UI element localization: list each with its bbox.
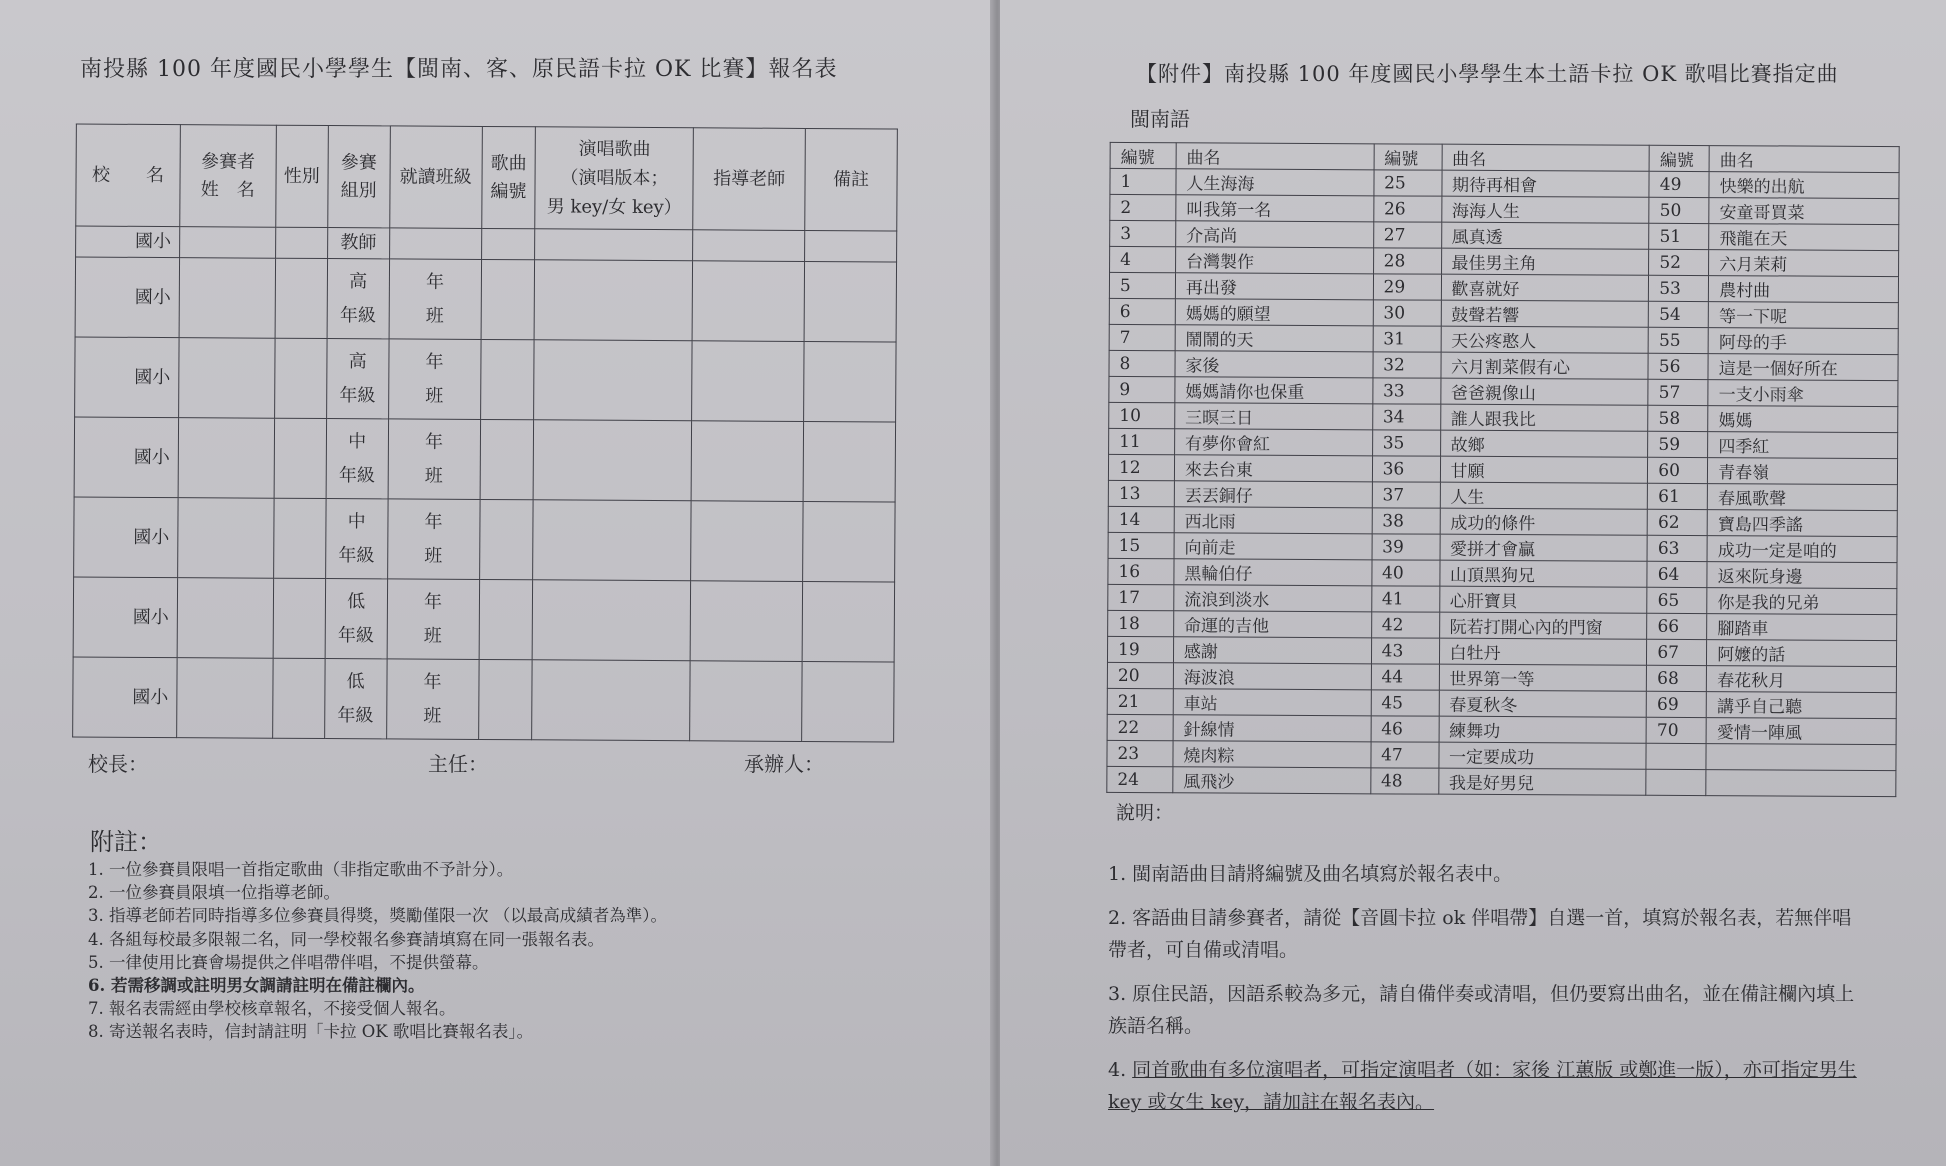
song-number: 14 <box>1108 506 1174 532</box>
remarks-cell[interactable] <box>802 661 894 742</box>
header-gender: 性別 <box>276 125 329 227</box>
remarks-cell[interactable] <box>802 581 894 662</box>
gender-cell[interactable] <box>273 498 325 578</box>
song-number: 28 <box>1373 248 1441 274</box>
song-title: 愛拼才會贏 <box>1440 534 1648 561</box>
remarks-cell[interactable] <box>804 261 896 342</box>
song-number: 39 <box>1372 534 1440 560</box>
song-row <box>1107 740 1896 770</box>
table-row <box>73 657 894 742</box>
note-item: 8. 寄送報名表時，信封請註明「卡拉 OK 歌唱比賽報名表」。 <box>88 1022 534 1042</box>
participant-cell[interactable] <box>177 578 273 659</box>
song-number: 40 <box>1371 560 1439 586</box>
registration-table <box>72 123 898 742</box>
song-title: 人生 <box>1440 482 1648 509</box>
header-name: 曲名 <box>1176 143 1374 170</box>
song-title: 針線情 <box>1173 715 1371 742</box>
gender-cell[interactable] <box>275 258 327 338</box>
song-title: 等一下呢 <box>1708 302 1898 329</box>
group-cell: 高 年級 <box>326 339 388 419</box>
song-row <box>1109 402 1898 432</box>
explanation-item <box>1108 858 1868 890</box>
header-no: 編號 <box>1374 144 1442 170</box>
remarks-cell[interactable] <box>803 501 895 582</box>
school-cell: 國小 <box>75 257 179 338</box>
principal-signature-label: 校長： <box>88 752 148 776</box>
song-title: 鬧鬧的天 <box>1175 325 1373 352</box>
song-row <box>1109 272 1898 302</box>
song-number: 59 <box>1648 431 1708 457</box>
song-row <box>1107 662 1896 692</box>
song-title: 阿母的手 <box>1708 328 1898 355</box>
song-number: 64 <box>1647 561 1707 587</box>
teacher-cell[interactable] <box>692 341 804 422</box>
school-cell: 國小 <box>74 497 178 578</box>
explanation-item <box>1108 978 1868 1042</box>
song-number: 26 <box>1373 196 1441 222</box>
song-title: 海海人生 <box>1441 196 1649 223</box>
song-title <box>1706 744 1896 771</box>
song-row <box>1108 532 1897 562</box>
song-title: 成功的條件 <box>1440 508 1648 535</box>
note-item: 3. 指導老師若同時指導多位參賽員得獎，獎勵僅限一次 （以最高成績者為準）。 <box>88 906 667 926</box>
song-number: 54 <box>1649 301 1709 327</box>
notes-list <box>88 858 667 1044</box>
song-title: 叫我第一名 <box>1176 195 1374 222</box>
song-title: 返來阮身邊 <box>1707 562 1897 589</box>
header-class: 就讀班級 <box>389 126 481 229</box>
song-title: 媽媽的願望 <box>1175 299 1373 326</box>
song-title: 快樂的出航 <box>1709 172 1899 199</box>
header-no: 編號 <box>1649 145 1709 171</box>
header-name: 曲名 <box>1442 144 1650 171</box>
song-title: 燒肉粽 <box>1173 741 1371 768</box>
note-item: 4. 各組每校最多限報二名，同一學校報名參賽請填寫在同一張報名表。 <box>88 929 604 949</box>
song-title: 阮若打開心內的門窗 <box>1439 612 1647 639</box>
song-title: 海波浪 <box>1173 663 1371 690</box>
song-number: 21 <box>1107 688 1173 714</box>
song-no-cell[interactable] <box>479 499 533 579</box>
song-title: 我是好男兒 <box>1438 768 1646 795</box>
song-number: 50 <box>1649 197 1709 223</box>
song-no-cell[interactable] <box>480 339 534 419</box>
participant-cell[interactable] <box>178 498 274 579</box>
participant-cell[interactable] <box>179 258 275 339</box>
header-name: 曲名 <box>1709 146 1899 173</box>
song-row <box>1108 454 1897 484</box>
song-row <box>1110 194 1899 224</box>
song-number: 32 <box>1373 352 1441 378</box>
song-title: 春夏秋冬 <box>1439 690 1647 717</box>
song-number: 30 <box>1373 300 1441 326</box>
header-remarks: 備註 <box>805 128 898 231</box>
song-number: 16 <box>1108 558 1174 584</box>
song-title: 青春嶺 <box>1708 458 1898 485</box>
notes-title: 附註： <box>90 828 162 856</box>
song-number: 6 <box>1109 298 1175 324</box>
song-title: 安童哥買菜 <box>1709 198 1899 225</box>
class-cell: 年 班 <box>388 419 480 500</box>
song-number: 12 <box>1108 454 1174 480</box>
song-number: 36 <box>1372 456 1440 482</box>
song-number: 2 <box>1110 194 1176 220</box>
song-number: 55 <box>1648 327 1708 353</box>
song-number: 5 <box>1109 272 1175 298</box>
table-row <box>76 226 897 262</box>
song-title: 你是我的兄弟 <box>1707 588 1897 615</box>
song-number: 24 <box>1107 766 1173 792</box>
participant-cell[interactable] <box>179 227 275 259</box>
song-number: 65 <box>1647 587 1707 613</box>
song-title: 感謝 <box>1173 637 1371 664</box>
header-school: 校 名 <box>76 124 181 227</box>
song-title: 寶島四季謠 <box>1707 510 1897 537</box>
song-title: 黑輪伯仔 <box>1174 559 1372 586</box>
gender-cell[interactable] <box>275 227 327 258</box>
table-header-row <box>76 124 898 231</box>
song-number: 29 <box>1373 274 1441 300</box>
note-item: 7. 報名表需經由學校核章報名，不接受個人報名。 <box>88 999 456 1019</box>
song-title: 風飛沙 <box>1173 767 1371 794</box>
song-title: 台灣製作 <box>1175 247 1373 274</box>
song-number: 3 <box>1110 220 1176 246</box>
school-cell: 國小 <box>76 226 180 258</box>
song-table-header <box>1110 142 1899 172</box>
header-song: 演唱歌曲 （演唱版本； 男 key/女 key） <box>535 127 693 230</box>
song-title: 四季紅 <box>1708 432 1898 459</box>
song-number: 67 <box>1647 639 1707 665</box>
group-cell: 高 年級 <box>327 259 389 339</box>
song-no-cell[interactable] <box>481 228 535 259</box>
song-number: 60 <box>1648 457 1708 483</box>
class-cell: 年 班 <box>389 259 481 340</box>
gender-cell[interactable] <box>273 578 325 658</box>
song-cell[interactable] <box>533 580 691 661</box>
song-number: 35 <box>1372 430 1440 456</box>
note-item: 2. 一位參賽員限填一位指導老師。 <box>88 883 340 903</box>
song-title: 有夢你會紅 <box>1174 429 1372 456</box>
song-number: 37 <box>1372 482 1440 508</box>
remarks-cell[interactable] <box>804 341 896 422</box>
teacher-cell[interactable] <box>690 581 802 662</box>
song-title: 鼓聲若響 <box>1441 300 1649 327</box>
song-number: 69 <box>1647 691 1707 717</box>
class-cell: 年 班 <box>386 659 478 740</box>
song-cell[interactable] <box>535 229 693 261</box>
song-title: 阿嬤的話 <box>1707 640 1897 667</box>
teacher-cell[interactable] <box>690 661 802 742</box>
table-row <box>75 257 896 342</box>
song-cell[interactable] <box>534 420 692 501</box>
song-number: 1 <box>1110 168 1176 194</box>
song-title: 最佳男主角 <box>1441 248 1649 275</box>
song-row <box>1108 480 1897 510</box>
note-item: 6. 若需移調或註明男女調請註明在備註欄內。 <box>88 976 425 996</box>
form-title: 南投縣 100 年度國民小學學生【閩南、客、原民語卡拉 OK 比賽】報名表 <box>80 57 838 82</box>
header-participant: 參賽者 姓 名 <box>180 125 277 228</box>
song-number: 31 <box>1373 326 1441 352</box>
table-row <box>73 577 894 662</box>
group-cell: 低 年級 <box>324 659 386 739</box>
song-row <box>1107 636 1896 666</box>
song-number: 66 <box>1647 613 1707 639</box>
song-title: 故鄉 <box>1440 430 1648 457</box>
note-item: 5. 一律使用比賽會場提供之伴唱帶伴唱，不提供螢幕。 <box>88 952 489 972</box>
song-number <box>1646 743 1706 769</box>
header-no: 編號 <box>1110 142 1176 168</box>
song-title: 甘願 <box>1440 456 1648 483</box>
song-number: 11 <box>1109 428 1175 454</box>
song-number: 19 <box>1107 636 1173 662</box>
explanation-text: 1. 閩南語曲目請將編號及曲名填寫於報名表中。 <box>1108 863 1513 885</box>
song-title: 講乎自己聽 <box>1706 692 1896 719</box>
explanation-item <box>1108 902 1868 966</box>
song-row <box>1109 298 1898 328</box>
school-cell: 國小 <box>75 337 179 418</box>
group-cell: 中 年級 <box>326 419 388 499</box>
song-number: 38 <box>1372 508 1440 534</box>
song-number: 20 <box>1107 662 1173 688</box>
organizer-signature-label: 承辦人： <box>744 752 824 776</box>
note-item: 1. 一位參賽員限唱一首指定歌曲（非指定歌曲不予計分）。 <box>88 860 514 879</box>
song-row <box>1109 376 1898 406</box>
song-title: 媽媽 <box>1708 406 1898 433</box>
song-number: 25 <box>1374 170 1442 196</box>
header-teacher: 指導老師 <box>693 128 805 231</box>
song-title: 心肝寶貝 <box>1439 586 1647 613</box>
song-number: 15 <box>1108 532 1174 558</box>
song-cell[interactable] <box>533 500 691 581</box>
header-song-no: 歌曲 編號 <box>481 126 536 228</box>
song-number: 27 <box>1373 222 1441 248</box>
song-row <box>1108 610 1897 640</box>
table-row <box>75 337 896 422</box>
gender-cell[interactable] <box>274 418 326 498</box>
song-row <box>1109 350 1898 380</box>
song-title: 春風歌聲 <box>1708 484 1898 511</box>
song-number: 43 <box>1371 638 1439 664</box>
school-cell: 國小 <box>73 657 177 738</box>
song-number: 63 <box>1647 535 1707 561</box>
explanation-underlined-text: 同首歌曲有多位演唱者，可指定演唱者（如：家後 江蕙版 或鄭進一版），亦可指定男生 key 或女生 key，請加註在報名表內。 <box>1108 1059 1857 1113</box>
song-title: 練舞功 <box>1439 716 1647 743</box>
table-row <box>74 417 895 502</box>
class-cell <box>389 228 481 260</box>
explanation-item <box>1108 1054 1868 1118</box>
class-cell: 年 班 <box>387 499 479 580</box>
song-title: 飛龍在天 <box>1709 224 1899 251</box>
song-title: 流浪到淡水 <box>1174 585 1372 612</box>
song-title: 車站 <box>1173 689 1371 716</box>
header-group: 參賽 組別 <box>327 126 390 228</box>
explanation-text: 3. 原住民語，因語系較為多元，請自備伴奏或清唱，但仍要寫出曲名，並在備註欄內填上族語名稱。 <box>1108 983 1855 1037</box>
song-title: 成功一定是咱的 <box>1707 536 1897 563</box>
song-title: 世界第一等 <box>1439 664 1647 691</box>
song-row <box>1107 714 1896 744</box>
song-no-cell[interactable] <box>478 659 532 739</box>
song-number: 9 <box>1109 376 1175 402</box>
song-title: 向前走 <box>1174 533 1372 560</box>
song-title: 誰人跟我比 <box>1440 404 1648 431</box>
song-list-title: 【附件】南投縣 100 年度國民小學學生本土語卡拉 OK 歌唱比賽指定曲 <box>1136 62 1839 86</box>
song-title: 命運的吉他 <box>1174 611 1372 638</box>
gender-cell[interactable] <box>272 658 324 738</box>
song-number: 46 <box>1371 716 1439 742</box>
song-number: 70 <box>1646 717 1706 743</box>
song-title: 風真透 <box>1441 222 1649 249</box>
participant-cell[interactable] <box>178 338 274 419</box>
explanation-list <box>1108 858 1868 1130</box>
song-title: 愛情一陣風 <box>1706 718 1896 745</box>
song-row <box>1109 324 1898 354</box>
remarks-cell[interactable] <box>805 230 897 262</box>
song-number <box>1646 769 1706 795</box>
song-number: 68 <box>1647 665 1707 691</box>
song-no-cell[interactable] <box>481 259 535 339</box>
song-number: 49 <box>1649 171 1709 197</box>
song-title: 白牡丹 <box>1439 638 1647 665</box>
song-number: 34 <box>1372 404 1440 430</box>
participant-cell[interactable] <box>177 658 273 739</box>
song-title: 介高尚 <box>1176 221 1374 248</box>
song-no-cell[interactable] <box>480 419 534 499</box>
group-cell: 低 年級 <box>325 579 387 659</box>
remarks-cell[interactable] <box>803 421 895 502</box>
dialect-heading: 閩南語 <box>1130 107 1190 131</box>
explanation-text: 4. <box>1108 1059 1133 1081</box>
group-cell: 中 年級 <box>325 499 387 579</box>
song-row <box>1109 428 1898 458</box>
song-number: 57 <box>1648 379 1708 405</box>
song-number: 10 <box>1109 402 1175 428</box>
song-cell[interactable] <box>535 260 693 341</box>
song-number: 33 <box>1372 378 1440 404</box>
school-cell: 國小 <box>73 577 177 658</box>
song-number: 62 <box>1647 509 1707 535</box>
song-number: 42 <box>1371 612 1439 638</box>
song-title: 山頂黑狗兄 <box>1439 560 1647 587</box>
song-table <box>1106 142 1899 797</box>
explanation-text: 2. 客語曲目請參賽者，請從【音圓卡拉 ok 伴唱帶】自選一首，填寫於報名表，若無伴唱帶者，可自備或清唱。 <box>1108 907 1852 961</box>
song-title: 來去台東 <box>1174 455 1372 482</box>
song-number: 4 <box>1110 246 1176 272</box>
song-title: 一定要成功 <box>1438 742 1646 769</box>
song-number: 8 <box>1109 350 1175 376</box>
song-row <box>1107 766 1896 796</box>
song-row <box>1108 506 1897 536</box>
group-cell: 教師 <box>327 228 389 259</box>
song-number: 44 <box>1371 664 1439 690</box>
song-title: 農村曲 <box>1709 276 1899 303</box>
class-cell: 年 班 <box>387 579 479 660</box>
song-title: 歡喜就好 <box>1441 274 1649 301</box>
song-title: 西北雨 <box>1174 507 1372 534</box>
song-title: 家後 <box>1175 351 1373 378</box>
teacher-cell[interactable] <box>693 230 805 262</box>
song-number: 41 <box>1371 586 1439 612</box>
song-number: 47 <box>1371 742 1439 768</box>
song-no-cell[interactable] <box>479 579 533 659</box>
song-title: 六月茉莉 <box>1709 250 1899 277</box>
teacher-cell[interactable] <box>691 501 803 582</box>
song-title: 期待再相會 <box>1441 170 1649 197</box>
teacher-cell[interactable] <box>692 261 804 342</box>
song-title: 一支小雨傘 <box>1708 380 1898 407</box>
song-title: 春花秋月 <box>1707 666 1897 693</box>
song-cell[interactable] <box>534 340 692 421</box>
song-row <box>1108 584 1897 614</box>
song-number: 61 <box>1648 483 1708 509</box>
song-number: 45 <box>1371 690 1439 716</box>
participant-cell[interactable] <box>178 418 274 499</box>
song-row <box>1110 246 1899 276</box>
class-cell: 年 班 <box>388 339 480 420</box>
song-number: 18 <box>1108 610 1174 636</box>
song-number: 52 <box>1649 249 1709 275</box>
song-title: 人生海海 <box>1176 169 1374 196</box>
song-cell[interactable] <box>532 660 690 741</box>
song-row <box>1110 168 1899 198</box>
song-number: 13 <box>1108 480 1174 506</box>
song-title: 爸爸親像山 <box>1440 378 1648 405</box>
song-title: 丟丟銅仔 <box>1174 481 1372 508</box>
song-number: 51 <box>1649 223 1709 249</box>
song-title: 這是一個好所在 <box>1708 354 1898 381</box>
school-cell: 國小 <box>74 417 178 498</box>
song-title: 天公疼憨人 <box>1441 326 1649 353</box>
song-number: 48 <box>1370 768 1438 794</box>
song-number: 53 <box>1649 275 1709 301</box>
gender-cell[interactable] <box>274 338 326 418</box>
song-title: 媽媽請你也保重 <box>1175 377 1373 404</box>
song-title: 腳踏車 <box>1707 614 1897 641</box>
explanation-title: 說明： <box>1116 802 1174 824</box>
song-title: 六月割菜假有心 <box>1440 352 1648 379</box>
song-row <box>1108 558 1897 588</box>
song-title <box>1706 770 1896 797</box>
song-number: 23 <box>1107 740 1173 766</box>
song-title: 再出發 <box>1175 273 1373 300</box>
director-signature-label: 主任： <box>428 752 488 776</box>
song-number: 56 <box>1648 353 1708 379</box>
song-number: 7 <box>1109 324 1175 350</box>
table-row <box>74 497 895 582</box>
song-number: 17 <box>1108 584 1174 610</box>
teacher-cell[interactable] <box>691 421 803 502</box>
song-row <box>1110 220 1899 250</box>
song-row <box>1107 688 1896 718</box>
song-number: 58 <box>1648 405 1708 431</box>
song-number: 22 <box>1107 714 1173 740</box>
song-title: 三暝三日 <box>1175 403 1373 430</box>
